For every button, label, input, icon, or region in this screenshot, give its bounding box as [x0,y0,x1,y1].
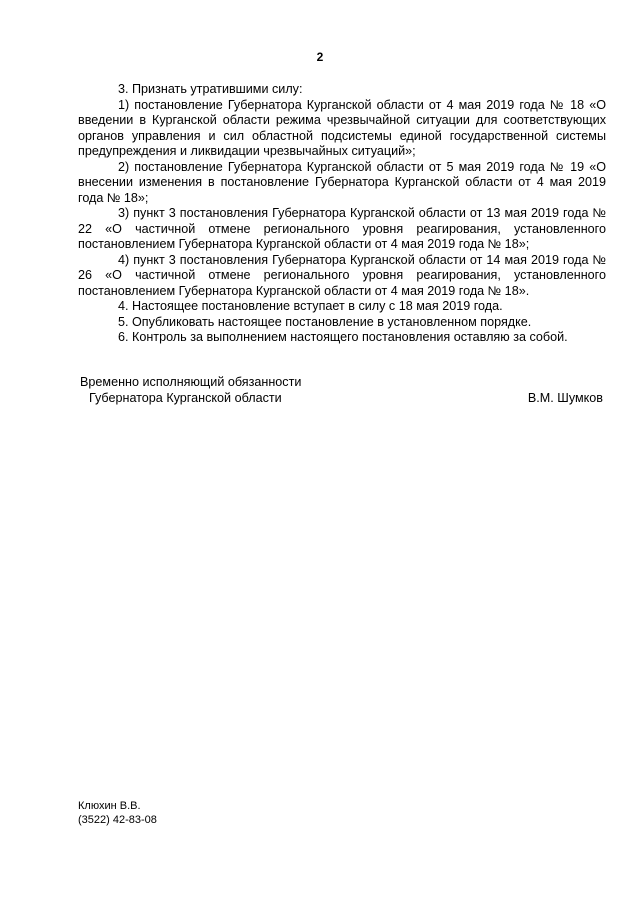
page-number: 2 [316,50,324,64]
signatory-name: В.М. Шумков [527,391,603,405]
paragraph-subitem-2: 2) постановление Губернатора Курганской области от 5 мая 2019 года № 19 «О внесении изменения в постановление Губернатора Курганской области от 4 мая 2019 года № 18»; [78,159,606,205]
signatory-position-line1: Временно исполняющий обязанности [80,375,302,389]
paragraph-item-6: 6. Контроль за выполнением настоящего постановления оставляю за собой. [118,330,568,344]
paragraph-subitem-1: 1) постановление Губернатора Курганской области от 4 мая 2019 года № 18 «О введении в Курганской области режима чрезвычайной ситуации для соответствующих органов управления и сил областной подсистемы единой государственной системы предупреждения и ликвидации чрезвычайных ситуаций»; [78,97,606,158]
paragraph-subitem-3: 3) пункт 3 постановления Губернатора Курганской области от 13 мая 2019 года № 22 «О частичной отмене регионального уровня реагирования, установленного постановлением Губернатора Курганской области от 4 мая 2019 года № 18»; [78,206,606,251]
paragraph-subitem-4: 4) пункт 3 постановления Губернатора Курганской области от 14 мая 2019 года № 26 «О частичной отмене регионального уровня реагирования, установленного постановлением Губернатора Курганской области от 4 мая 2019 года № 18». [78,252,606,298]
paragraph-item-5: 5. Опубликовать настоящее постановление в установленном порядке. [118,314,532,329]
document-body [78,82,606,346]
paragraph-item-4: 4. Настоящее постановление вступает в силу с 18 мая 2019 года. [118,299,503,313]
executor-name: Клюхин В.В. [78,800,141,812]
paragraph-item-3: 3. Признать утратившими силу: [118,82,303,96]
executor-phone: (3522) 42-83-08 [78,813,157,826]
signature-block [78,374,606,408]
executor-footer [78,800,157,827]
signatory-position-line2: Губернатора Курганской области [89,391,282,405]
